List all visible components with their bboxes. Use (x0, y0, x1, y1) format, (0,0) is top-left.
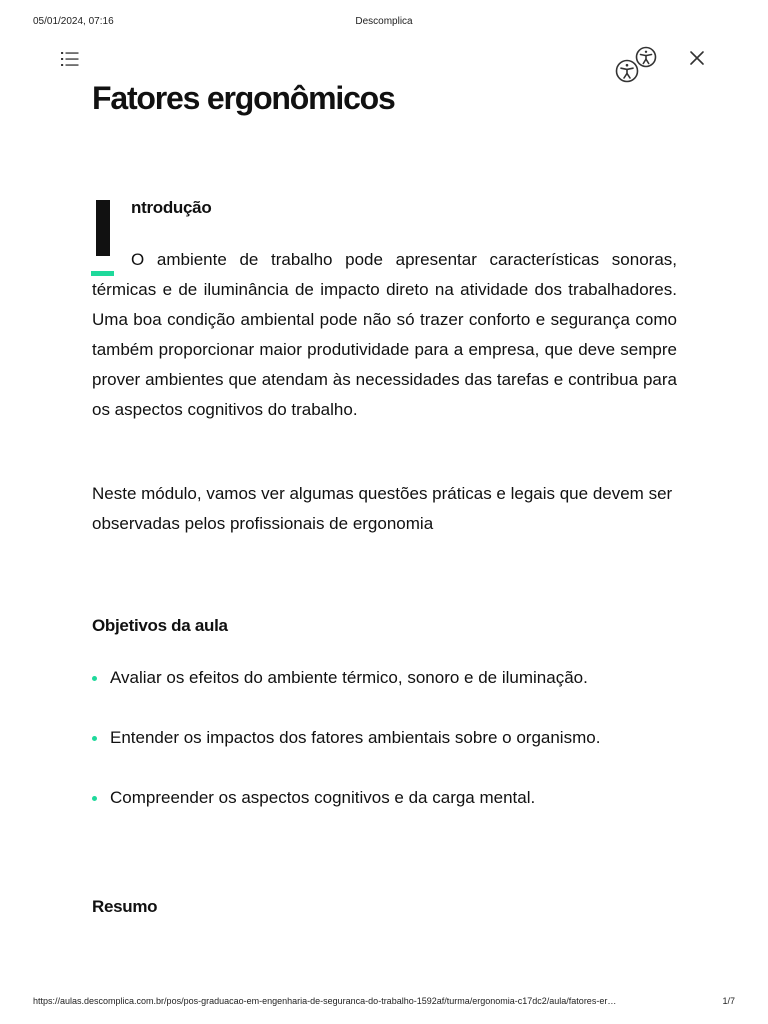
objective-text: Avaliar os efeitos do ambiente térmico, sonoro e de iluminação. (110, 668, 588, 687)
objectives-list (92, 665, 677, 845)
summary-heading: Resumo (92, 897, 158, 916)
accessibility-icon[interactable] (612, 46, 660, 86)
list-menu-icon[interactable] (60, 50, 80, 68)
print-date: 05/01/2024, 07:16 (33, 16, 114, 27)
objectives-heading: Objetivos da aula (92, 616, 228, 635)
print-header (33, 16, 735, 30)
bullet-dot (92, 736, 97, 741)
list-item (92, 785, 677, 845)
close-icon[interactable] (688, 49, 706, 67)
bullet-dot (92, 676, 97, 681)
page-indicator: 1/7 (722, 996, 735, 1006)
objective-text: Entender os impactos dos fatores ambientais sobre o organismo. (110, 728, 601, 747)
list-item (92, 725, 677, 785)
print-page-title: Descomplica (355, 16, 413, 27)
print-footer (33, 996, 735, 1010)
bullet-dot (92, 796, 97, 801)
intro-paragraph: O ambiente de trabalho pode apresentar características sonoras, térmicas e de iluminância de impacto direto na atividade dos trabalhadores. Uma boa condição ambiental pode não só trazer conforto e segurança como também proporcionar maior produtividade para a empresa, que deve sempre prover ambientes que atendam às necessidades das tarefas e contribua para os aspectos cognitivos do trabalho. (92, 250, 677, 419)
list-item (92, 665, 677, 725)
intro-heading: ntrodução (131, 198, 212, 217)
objective-text: Compreender os aspectos cognitivos e da carga mental. (110, 788, 536, 807)
intro-paragraph: Neste módulo, vamos ver algumas questões práticas e legais que devem ser observadas pelos profissionais de ergonomia (92, 484, 673, 533)
page-title: Fatores ergonômicos (92, 80, 395, 116)
print-url: https://aulas.descomplica.com.br/pos/pos-graduacao-em-engenharia-de-seguranca-do-trabalho-1592af/turma/ergonomia-c17dc2/aula/fatores-er… (33, 996, 617, 1006)
